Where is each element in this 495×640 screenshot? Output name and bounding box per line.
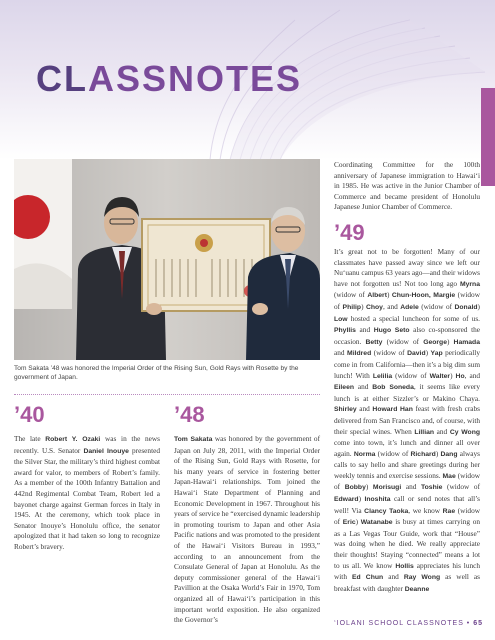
text-run: was in the news recently. U.S. Senator xyxy=(14,434,160,455)
text-run: is busy at times carrying on as a Las Vegas Tour Guide, work that “House” was doing when he died. We really appreciate their thoughts! Staying “connected” means a lot to us all. We know xyxy=(334,517,480,570)
page-footer xyxy=(334,620,483,627)
classmate-name: Cy Wong xyxy=(449,428,481,436)
classmate-name: Albert xyxy=(367,292,387,300)
text-run: ) xyxy=(361,301,366,311)
text-run: ) xyxy=(446,336,454,346)
classmate-name: Ray Wong xyxy=(403,574,441,582)
classmate-name: Bob Soneda xyxy=(372,384,414,392)
text-run: always calls to say hello and share greetings during her weekly tennis and exercise sessions. xyxy=(334,448,480,480)
text-run: and xyxy=(434,426,450,436)
photo-caption: Tom Sakata ’48 was honored the Imperial Order of the Rising Sun, Gold Rays with Rosette by the government of Japan. xyxy=(14,365,299,381)
classmate-name: Hamada xyxy=(453,338,480,346)
text-run: presented the Silver Star, the military’s third highest combat award for valor, to members of Robert’s family. As a member of the 100th Infantry Battalion and 442nd Regimental Combat Team, Robert led a bayonet charge against German forces in Italy in 1945. At the ceremony, which took place in Senator Inouye’s Honolulu office, the senator apologized that it had taken so long to recognize Robert’s bravery. xyxy=(14,445,160,551)
classmate-name: Betty xyxy=(365,338,383,346)
text-run: ) xyxy=(386,290,392,300)
text-run: (widow of xyxy=(334,290,480,311)
classmate-name: David xyxy=(407,350,426,358)
classmate-name: Morisugi xyxy=(372,484,402,492)
text-run: (widow of xyxy=(375,448,411,458)
classmate-name: Robert Y. Ozaki xyxy=(45,436,101,443)
text-run: was honored by the government of Japan on July 28, 2011, with the Imperial Order of the Rising Sun, Gold Rays with Rosette, for his many years of service in fostering better Japan-Hawai‘i relationships. Tom joined the Hawai‘i State Department of Planning and Economic Development in 1967. Throughout his years of service he “exercised dynamic leadership in promoting tourism to Japan and other Asia Pacific nations and was promoted to the president of the Hawai‘i Visitors Bureau in 1993,” according to an announcement from the Consulate General of Japan at Honolulu. As the deputy commissioner general of the Hawai‘i Pavillion at the Osaka World’s Fair in 1970, Tom organized all of Hawai‘i’s participation in this important world exposition. He also organized the Governor’s xyxy=(174,434,320,625)
text-run: It’s great not to be forgotten! Many of our classmates have passed away since we left our Nu‘uanu campus 63 years ago—and their widows have not forgotten us! Not too long ago xyxy=(334,247,480,288)
classmate-name: Ed Chun xyxy=(352,574,384,582)
text-run: as well as breakfast with daughter xyxy=(334,572,480,593)
text-run: , we know xyxy=(408,505,443,515)
text-run: ) xyxy=(435,448,441,458)
text-run: (widow of xyxy=(334,470,480,492)
award-photo xyxy=(14,159,320,360)
classmate-name: Myrna xyxy=(459,280,480,288)
classmate-name: Deanne xyxy=(404,585,430,593)
classmate-name: Watanabe xyxy=(360,519,393,527)
text-run: and xyxy=(401,482,421,492)
text-run: , and xyxy=(382,301,401,311)
text-run: (widow of xyxy=(371,348,408,358)
side-tab xyxy=(481,88,495,186)
classmate-name: Dang xyxy=(440,450,458,458)
text-run: feast with fresh crabs delivered from San Francisco and, of course, with their special wines. When xyxy=(334,404,481,436)
classmate-name: Toshie xyxy=(421,484,443,492)
classmate-name: Bobby xyxy=(344,484,366,492)
text-run: call or send notes that all’s well! Via xyxy=(334,494,480,515)
text-run: (widow of xyxy=(392,370,430,380)
class-40-text xyxy=(14,434,160,553)
classmate-name: Eric xyxy=(342,519,356,527)
text-run: and xyxy=(334,348,348,358)
class-year-49: ’49 xyxy=(334,220,365,245)
text-run: ) xyxy=(425,348,431,358)
text-run: The late xyxy=(14,434,46,443)
classmate-name: Lillian xyxy=(414,428,435,436)
classmate-name: Low xyxy=(334,315,348,323)
classmate-name: Donald xyxy=(454,303,478,311)
section-title-cl: CL xyxy=(36,58,88,99)
classmate-name: Hollis xyxy=(395,562,414,570)
text-run: and xyxy=(354,382,373,392)
text-run: , and xyxy=(464,370,480,380)
section-title-rest: ASSNOTES xyxy=(88,58,303,99)
classmate-name: Edward xyxy=(334,496,359,504)
classmate-name: Yap xyxy=(430,350,443,358)
text-run: come into town, it’s lunch and dinner all over again. xyxy=(334,438,480,458)
award-photo-illustration xyxy=(14,159,320,360)
text-run: , it seems like every lunch is at either Sizzler’s or Makino Chaya. xyxy=(334,382,481,403)
classmate-name: Rae xyxy=(442,507,456,515)
classmate-name: Walter xyxy=(429,372,451,380)
header-banner xyxy=(0,0,495,160)
text-run: (widow of xyxy=(382,336,424,346)
text-run: hosted a special luncheon for some of us. xyxy=(347,313,480,323)
text-run: (widow of xyxy=(442,482,480,492)
text-run: ) xyxy=(355,517,361,527)
classmate-name: Richard xyxy=(410,450,436,458)
text-run: ) xyxy=(358,494,365,504)
text-run: periodically come in from California—then it’s a big dim sum lunch! With xyxy=(334,348,480,380)
classmate-name: Chun-Hoon, Margie xyxy=(391,292,456,300)
classmate-name: Eileen xyxy=(334,384,355,392)
classmate-name: Choy xyxy=(365,303,383,311)
class-year-48: ’48 xyxy=(174,402,205,427)
text-run: (widow of xyxy=(418,301,455,311)
class-48-text xyxy=(174,434,320,626)
text-run: ) xyxy=(477,301,480,311)
section-title xyxy=(36,58,302,100)
classmate-name: Phyllis xyxy=(334,327,356,335)
classmate-name: Daniel Inouye xyxy=(83,447,129,455)
text-run: (widow of xyxy=(334,505,480,527)
text-run: ) xyxy=(450,370,456,380)
page-number: 65 xyxy=(473,620,483,627)
classmate-name: Shirley xyxy=(334,406,357,414)
class-48-continued-text: Coordinating Committee for the 100th anniversary of Japanese immigration to Hawai‘i in 1985. He was active in the Junior Chamber of Commerce and became president of Honolulu Japanese Junior Chamber of Commerce. xyxy=(334,160,480,212)
class-49-text xyxy=(334,247,480,595)
classmate-name: Howard Han xyxy=(372,406,413,414)
footer-label: ‘IOLANI SCHOOL CLASSNOTES • xyxy=(334,620,474,627)
classmate-name: Lelilia xyxy=(372,372,393,380)
classmate-name: Hugo Seto xyxy=(373,327,410,335)
text-run: and xyxy=(383,572,404,582)
text-run: and xyxy=(356,404,373,414)
text-run: (widow of xyxy=(334,290,368,300)
classmate-name: George xyxy=(423,338,447,346)
text-run: ) xyxy=(365,482,373,492)
text-run: also co-sponsored the occasion. xyxy=(334,325,481,346)
classmate-name: Mildred xyxy=(347,350,372,358)
class-year-40: ’40 xyxy=(14,402,45,427)
classmate-name: Inoshita xyxy=(364,496,391,504)
dotted-divider xyxy=(14,394,320,395)
text-run: appreciates his lunch with xyxy=(334,560,481,582)
classmate-name: Mae xyxy=(442,472,456,480)
classmate-name: Norma xyxy=(353,450,376,458)
classmate-name: Ho xyxy=(455,372,465,380)
classmate-name: Adele xyxy=(400,303,419,311)
classmate-name: Clancy Taoka xyxy=(364,507,409,515)
text-run: and xyxy=(355,325,374,335)
classmate-name: Tom Sakata xyxy=(174,436,213,443)
classmate-name: Philip xyxy=(342,303,362,311)
